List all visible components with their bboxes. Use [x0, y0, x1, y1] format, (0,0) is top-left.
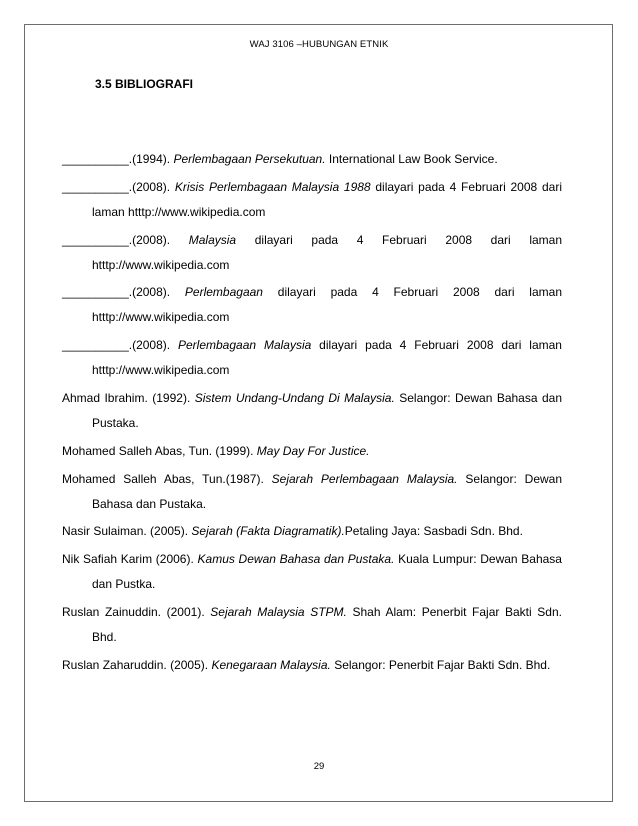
- bibliography-entry: [62, 653, 562, 678]
- entry-year: (1987).: [225, 471, 272, 486]
- entry-author: Nasir Sulaiman.: [62, 524, 147, 539]
- entry-title: Sejarah Perlembagaan Malaysia.: [271, 471, 458, 486]
- page-header: WAJ 3106 –HUBUNGAN ETNIK: [249, 39, 389, 50]
- entry-author: Ruslan Zainuddin.: [62, 604, 162, 619]
- entry-year: .(2008).: [128, 179, 175, 194]
- entry-year: (2006).: [152, 552, 198, 567]
- bibliography-entry: [62, 228, 562, 278]
- bibliography-entry: [62, 175, 562, 225]
- section-title: 3.5 BIBLIOGRAFI: [95, 77, 194, 91]
- bibliography-list: [62, 147, 562, 681]
- entry-publisher: Selangor: Penerbit Fajar Bakti Sdn. Bhd.: [330, 657, 551, 672]
- entry-title: Sejarah Malaysia STPM.: [210, 604, 347, 619]
- entry-publisher: Selangor: Dewan Bahasa dan Pustaka.: [92, 471, 563, 511]
- bibliography-entry: [62, 547, 562, 597]
- entry-publisher: International Law Book Service.: [325, 152, 498, 166]
- bibliography-entry: [62, 280, 562, 330]
- entry-title: Perlembagaan Malaysia: [178, 338, 312, 353]
- entry-title: Kenegaraan Malaysia.: [211, 657, 331, 672]
- entry-title: Sejarah (Fakta Diagramatik).: [191, 524, 345, 539]
- bibliography-entry: [62, 519, 562, 544]
- bibliography-entry: [62, 439, 562, 464]
- entry-author: Ahmad Ibrahim.: [62, 390, 148, 405]
- bibliography-entry: [62, 600, 562, 650]
- page-number: 29: [313, 761, 325, 772]
- entry-author: __________: [62, 338, 129, 353]
- entry-year: (2001).: [161, 604, 211, 619]
- entry-author: __________: [62, 285, 129, 300]
- entry-author: Mohamed Salleh Abas, Tun.: [62, 471, 226, 486]
- entry-author: Mohamed Salleh Abas, Tun.: [62, 443, 213, 458]
- entry-author: __________: [62, 179, 129, 194]
- entry-title: Perlembagaan: [184, 285, 263, 300]
- bibliography-entry: [62, 147, 562, 172]
- entry-year: (1992).: [147, 390, 195, 405]
- bibliography-entry: [62, 386, 562, 436]
- entry-publisher: dilayari pada 4 Februari 2008 dari laman htttp://www.wikipedia.com: [92, 285, 562, 325]
- entry-publisher: Kuala Lumpur: Dewan Bahasa dan Pustka.: [92, 552, 562, 592]
- entry-year: .(2008).: [128, 232, 189, 247]
- bibliography-entry: [62, 467, 562, 517]
- entry-title: Malaysia: [188, 232, 237, 247]
- entry-year: (2005).: [166, 657, 212, 672]
- entry-year: (2005).: [146, 524, 192, 539]
- entry-publisher: Selangor: Dewan Bahasa dan Pustaka.: [92, 390, 562, 430]
- entry-publisher: dilayari pada 4 Februari 2008 dari laman htttp://www.wikipedia.com: [92, 232, 562, 272]
- entry-publisher: dilayari pada 4 Februari 2008 dari laman htttp://www.wikipedia.com: [92, 179, 562, 219]
- entry-author: Ruslan Zaharuddin.: [62, 657, 167, 672]
- bibliography-entry: [62, 333, 562, 383]
- entry-year: (1999).: [212, 443, 257, 458]
- entry-title: Sistem Undang-Undang Di Malaysia.: [194, 390, 395, 405]
- entry-year: .(2008).: [128, 338, 178, 353]
- entry-title: Krisis Perlembagaan Malaysia 1988: [174, 179, 371, 194]
- entry-title: Kamus Dewan Bahasa dan Pustaka.: [197, 552, 395, 567]
- entry-year: .(2008).: [128, 285, 185, 300]
- entry-title: Perlembagaan Persekutuan.: [173, 152, 326, 166]
- entry-year: .(1994).: [128, 152, 174, 166]
- entry-author: __________: [62, 232, 129, 247]
- entry-author: Nik Safiah Karim: [62, 552, 153, 567]
- entry-publisher: Petaling Jaya: Sasbadi Sdn. Bhd.: [344, 524, 523, 539]
- entry-publisher: dilayari pada 4 Februari 2008 dari laman htttp://www.wikipedia.com: [92, 338, 562, 378]
- entry-publisher: Shah Alam: Penerbit Fajar Bakti Sdn. Bhd.: [92, 604, 562, 644]
- entry-title: May Day For Justice.: [256, 443, 370, 458]
- entry-author: __________: [62, 152, 129, 166]
